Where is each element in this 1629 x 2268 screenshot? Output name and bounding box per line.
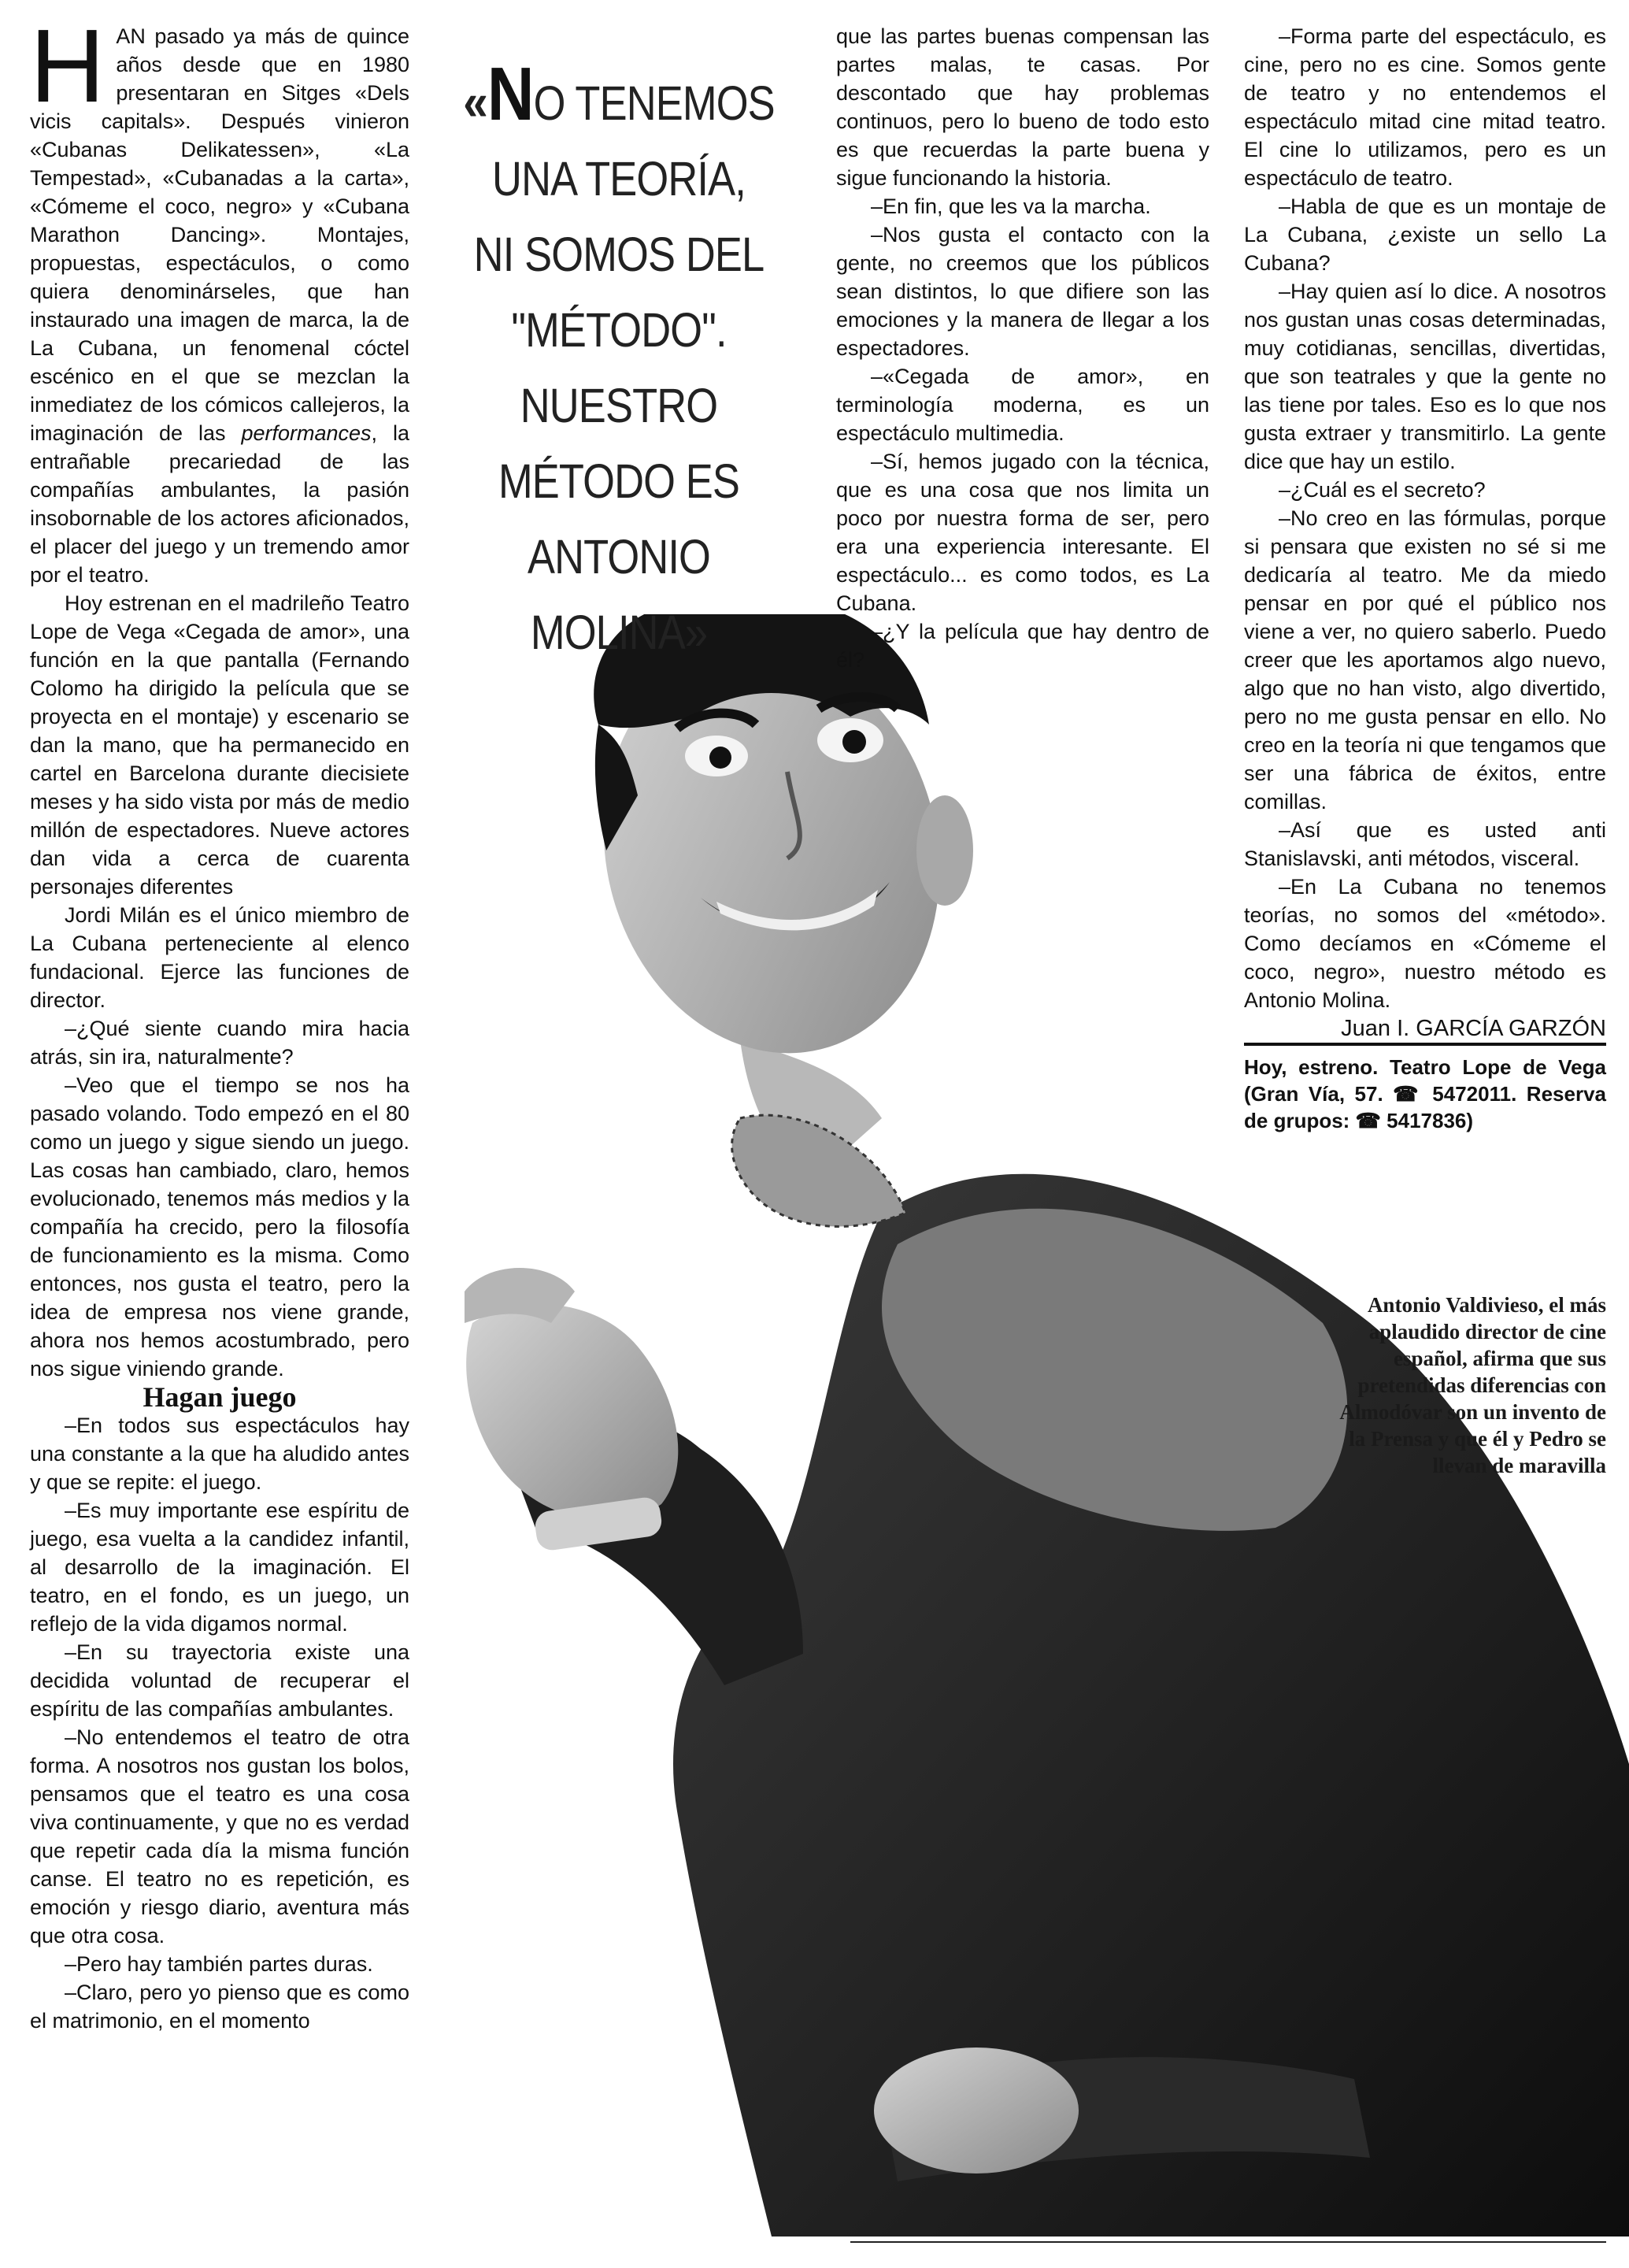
- byline: Juan I. GARCÍA GARZÓN: [1341, 1016, 1606, 1041]
- paragraph: Jordi Milán es el único miembro de La Cubana perteneciente al elenco fundacional. Ejerce las funciones de director.: [30, 903, 409, 1012]
- question: –En todos sus espectáculos hay una constante a la que ha aludido antes y que se repite: el juego.: [30, 1414, 409, 1494]
- answer: –En La Cubana no tenemos teorías, no somos del «método». Como decíamos en «Cómeme el coco, negro», nuestro método es Antonio Molina.: [1244, 875, 1606, 1012]
- column-1: [30, 8, 409, 2035]
- section-subhead: Hagan juego: [143, 1381, 297, 1413]
- answer: –No creo en las fórmulas, porque si pensara que existen no sé si me dedicaría al teatro. Me da miedo pensar en por qué el público nos viene a ver, no quiero saberlo. Puedo creer que les aportamos algo nuevo, algo que no han visto, algo divertido, pero no me gusta pensar en ello. No creo en la teoría ni que tengamos que ser una fábrica de éxitos, entre comillas.: [1244, 506, 1606, 813]
- lead-paragraph: HAN pasado ya más de quince años desde que en 1980 presentaran en Sitges «Dels vicis capitals». Después vinieron «Cubanas Delikatessen», «La Tempestad», «Cubanadas a la carta», «Cómeme el coco, negro» y «Cubana Marathon Dancing». Montajes, propuestas, espectáculos, o como quiera denominárseles, que han instaurado una imagen de marca, la de La Cubana, un fenomenal cóctel escénico en el que se mezclan la inmediatez de los cómicos callejeros, la imaginación de las performances, la entrañable precariedad de las compañías ambulantes, la pasión insobornable de los actores aficionados, el placer del juego y un tremendo amor por el teatro.: [30, 8, 409, 587]
- question: –En su trayectoria existe una decidida voluntad de recuperar el espíritu de las compañías ambulantes.: [30, 1640, 409, 1721]
- dropcap: H: [30, 8, 106, 124]
- question: –Así que es usted anti Stanislavski, anti métodos, visceral.: [1244, 818, 1606, 870]
- cravat: [732, 1115, 905, 1226]
- question: –Pero hay también partes duras.: [65, 1952, 373, 1976]
- answer: que las partes buenas compensan las partes malas, te casas. Por descontado que hay problemas continuos, pero lo bueno de todo esto es que recuerdas la parte buena y sigue funcionando la historia.: [836, 24, 1209, 190]
- hand-thumb: [466, 1304, 678, 1521]
- answer: –Sí, hemos jugado con la técnica, que es una cosa que nos limita un poco por nuestra forma de ser, pero era una experiencia interesante. El espectáculo... es como todos, es La Cubana.: [836, 450, 1209, 615]
- question: –En fin, que les va la marcha.: [871, 195, 1151, 218]
- photo-caption: Antonio Valdivieso, el más aplaudido director de cine español, afirma que sus pretendidas diferencias con Almodóvar son un invento de la Prensa y que él y Pedro se llevan de maravilla: [1339, 1293, 1606, 1477]
- answer: –Es muy importante ese espíritu de juego, esa vuelta a la candidez infantil, al desarrollo de la imaginación. El teatro, en el fondo, es un juego, un reflejo de la vida digamos normal.: [30, 1499, 409, 1636]
- column-3: [836, 22, 1209, 674]
- column-4: [1244, 22, 1606, 1134]
- hand-lower: [874, 2048, 1079, 2174]
- event-info-box: Hoy, estreno. Teatro Lope de Vega (Gran Vía, 57. ☎ 5472011. Reserva de grupos: ☎ 5417836): [1244, 1043, 1606, 1134]
- bottom-rule: [850, 2241, 1606, 2243]
- answer: –Veo que el tiempo se nos ha pasado volando. Todo empezó en el 80 como un juego y sigue siendo un juego. Las cosas han cambiado, claro, hemos evolucionado, tenemos más medios y la compañía ha crecido, pero la filosofía de funcionamiento es la misma. Como entonces, nos gusta el teatro, pero la idea de empresa nos viene grande, ahora nos hemos acostumbrado, pero nos sigue viniendo grande.: [30, 1073, 409, 1380]
- paragraph: Hoy estrenan en el madrileño Teatro Lope de Vega «Cegada de amor», una función en la que pantalla (Fernando Colomo ha dirigido la película que se proyecta en el montaje) y escenario se dan la mano, que ha permanecido en cartel en Barcelona durante diecisiete meses y ha sido vista por más de medio millón de espectadores. Nueve actores dan vida a cerca de cuarenta personajes diferentes: [30, 591, 409, 899]
- question: –¿Qué siente cuando mira hacia atrás, sin ira, naturalmente?: [30, 1017, 409, 1069]
- answer: –Claro, pero yo pienso que es como el matrimonio, en el momento: [30, 1981, 409, 2033]
- answer: –Hay quien así lo dice. A nosotros nos gustan unas cosas determinadas, muy cotidianas, sencillas, divertidas, que son teatrales y que la gente no las tiene por tales. Eso es lo que nos gusta extraer y transmitirlo. La gente dice que hay un estilo.: [1244, 280, 1606, 473]
- pull-quote: «NO TENEMOS UNA TEORÍA, NI SOMOS DEL "MÉTODO". NUESTRO MÉTODO ES ANTONIO MOLINA»: [463, 52, 775, 659]
- answer: –Nos gusta el contacto con la gente, no creemos que los públicos sean distintos, lo que difiere son las emociones y la manera de llegar a los espectadores.: [836, 223, 1209, 360]
- answer: –No entendemos el teatro de otra forma. A nosotros nos gustan los bolos, pensamos que el teatro es una cosa viva continuamente, y que no es verdad que repetir cada día la misma función canse. El teatro no es repetición, es emoción y riesgo diario, aventura más que otra cosa.: [30, 1725, 409, 1947]
- question: –«Cegada de amor», en terminología moderna, es un espectáculo multimedia.: [836, 365, 1209, 445]
- question: –¿Y la película que hay dentro de él?: [836, 620, 1209, 672]
- answer: –Forma parte del espectáculo, es cine, pero no es cine. Somos gente de teatro y no entendemos el espectáculo mitad cine mitad teatro. El cine lo utilizamos, pero es un espectáculo de teatro.: [1244, 24, 1606, 190]
- question: –¿Cuál es el secreto?: [1279, 478, 1486, 502]
- question: –Habla de que es un montaje de La Cubana, ¿existe un sello La Cubana?: [1244, 195, 1606, 275]
